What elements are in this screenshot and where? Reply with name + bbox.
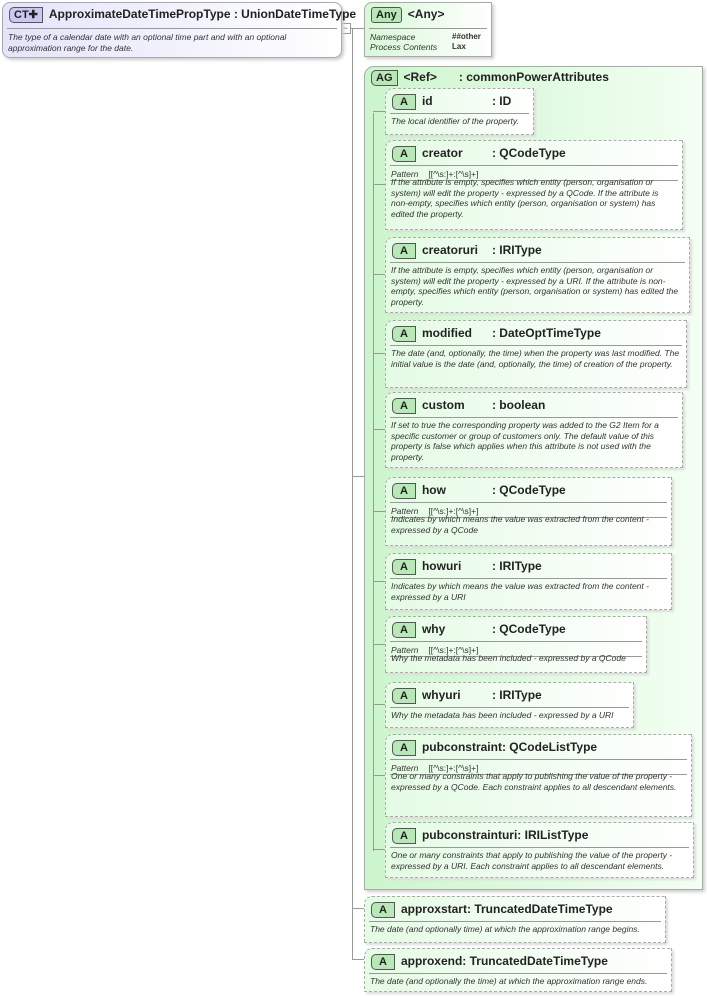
base-type: : UnionDateTimeType (233, 7, 357, 21)
complex-type-icon: CT✚ (9, 7, 43, 23)
attribute-icon: A (392, 688, 416, 704)
namespace-value: ##other (452, 32, 481, 41)
attribute-description: If the attribute is empty, specifies which entity (person, organisation or system) will edit the property - expressed by a QCode. If the attribute is non-empty, specifies which entity (person, organisation or system) has edited the property. (391, 177, 659, 219)
attribute-name: creatoruri (421, 243, 478, 257)
attribute-icon: A (392, 559, 416, 575)
group-name: : commonPowerAttributes (458, 70, 609, 84)
attribute-type: : boolean (491, 398, 546, 412)
attribute-description: The date (and optionally the time) at which the approximation range ends. (370, 976, 648, 986)
attribute-name: modified (421, 326, 472, 340)
any-icon: Any (371, 7, 402, 23)
type-name: ApproximateDateTimePropType (48, 7, 231, 21)
attribute-type: : IRIType (491, 243, 542, 257)
attribute-type: : QCodeType (491, 146, 566, 160)
any-name: <Any> (407, 7, 445, 21)
attribute-id[interactable] (385, 88, 534, 135)
attribute-icon: A (392, 146, 416, 162)
connector (373, 274, 385, 275)
attribute-name: pubconstraint (421, 740, 502, 754)
connector (373, 353, 385, 354)
attribute-type: : QCodeType (491, 622, 566, 636)
any-box (364, 2, 492, 57)
attribute-name: howuri (421, 559, 462, 573)
type-description: The type of a calendar date with an optional time part and with an optional approximation range for the date. (8, 32, 287, 53)
attribute-name: pubconstrainturi (421, 828, 518, 842)
connector (373, 644, 385, 645)
connector (373, 429, 385, 430)
attribute-type: : IRIListType (517, 828, 589, 842)
pattern-label: Pattern (391, 169, 419, 179)
attribute-description: If set to true the corresponding property was added to the G2 Item for a specific customer or group of customers only. The default value of this property is false which applies when this attribute is not used with the property. (391, 420, 659, 462)
pattern-value: [[^\s:]+:[^\s]+] (428, 169, 479, 179)
attribute-name: whyuri (421, 688, 461, 702)
attribute-description: If the attribute is empty, specifies which entity (person, organisation or system) will edit the property - expressed by a URI. If the attribute is non-empty, specifies which entity (person, organisation or system) has edited the property. (391, 265, 679, 307)
attribute-name: approxstart (400, 902, 467, 916)
connector (373, 849, 385, 850)
attribute-group-icon: AG (371, 70, 398, 86)
collapse-toggle[interactable]: − (340, 23, 351, 34)
attribute-creator[interactable] (385, 140, 683, 230)
attribute-name: id (421, 94, 433, 108)
attribute-icon: A (392, 483, 416, 499)
namespace-label: Namespace (370, 32, 416, 42)
attribute-name: creator (421, 146, 463, 160)
attribute-description: Why the metadata has been included - expressed by a QCode (391, 653, 626, 663)
attribute-howuri[interactable] (385, 553, 672, 610)
pattern-label: Pattern (391, 506, 419, 516)
attribute-description: The date (and optionally time) at which the approximation range begins. (370, 924, 640, 934)
connector (373, 775, 385, 776)
attribute-creatoruri[interactable] (385, 237, 690, 313)
attribute-icon: A (392, 622, 416, 638)
attribute-type: : QCodeType (491, 483, 566, 497)
attribute-description: One or many constraints that apply to publishing the value of the property - expressed by a QCode. Each constraint applies to all descendant elements. (391, 771, 677, 792)
connector (352, 908, 364, 909)
connector (352, 959, 364, 960)
attribute-name: how (421, 483, 446, 497)
attribute-approxend[interactable] (364, 948, 672, 992)
attribute-type: : IRIType (491, 559, 542, 573)
attribute-description: The date (and, optionally, the time) when the property was last modified. The initial value is the date (and, optionally, the time) of creation of the property. (391, 348, 680, 369)
attribute-name: why (421, 622, 446, 636)
connector (373, 111, 385, 112)
attribute-type: : DateOptTimeType (491, 326, 601, 340)
complex-type-box (2, 2, 357, 58)
attribute-name: approxend (400, 954, 463, 968)
attribute-type: : QCodeListType (501, 740, 598, 754)
attribute-description: Indicates by which means the value was extracted from the content - expressed by a URI (391, 581, 649, 602)
process-label: Process Contents (370, 42, 438, 52)
attribute-pubconstrainturi[interactable] (385, 822, 694, 878)
attribute-how[interactable] (385, 477, 672, 546)
attribute-approxstart[interactable] (364, 896, 666, 943)
pattern-value: [[^\s:]+:[^\s]+] (428, 645, 479, 655)
process-value: Lax (452, 42, 466, 51)
pattern-label: Pattern (391, 645, 419, 655)
pattern-value: [[^\s:]+:[^\s]+] (428, 506, 479, 516)
attribute-icon: A (371, 902, 395, 918)
attribute-icon: A (392, 828, 416, 844)
connector (352, 28, 353, 960)
attribute-whyuri[interactable] (385, 682, 634, 728)
attribute-icon: A (392, 740, 416, 756)
attribute-icon: A (371, 954, 395, 970)
pattern-value: [[^\s:]+:[^\s]+] (428, 763, 479, 773)
connector (373, 511, 385, 512)
attribute-description: The local identifier of the property. (391, 116, 519, 126)
attribute-description: Why the metadata has been included - expressed by a URI (391, 710, 614, 720)
attribute-modified[interactable] (385, 320, 687, 388)
attribute-why[interactable] (385, 616, 647, 673)
attribute-icon: A (392, 326, 416, 342)
attribute-type: : ID (491, 94, 512, 108)
connector (373, 184, 385, 185)
attribute-description: Indicates by which means the value was extracted from the content - expressed by a QCode (391, 514, 649, 535)
attribute-icon: A (392, 398, 416, 414)
connector (373, 581, 385, 582)
attribute-icon: A (392, 94, 416, 110)
attribute-icon: A (392, 243, 416, 259)
attribute-type: : TruncatedDateTimeType (466, 902, 613, 916)
attribute-type: : IRIType (491, 688, 542, 702)
pattern-label: Pattern (391, 763, 419, 773)
connector (373, 704, 385, 705)
attribute-type: : TruncatedDateTimeType (462, 954, 608, 968)
attribute-custom[interactable] (385, 392, 683, 468)
attribute-pubconstraint[interactable] (385, 734, 692, 817)
attribute-name: custom (421, 398, 465, 412)
connector (352, 476, 364, 477)
attribute-description: One or many constraints that apply to publishing the value of the property - expressed by a URI. Each constraint applies to all descendant elements. (391, 850, 673, 871)
ref-label: <Ref> (403, 70, 437, 84)
